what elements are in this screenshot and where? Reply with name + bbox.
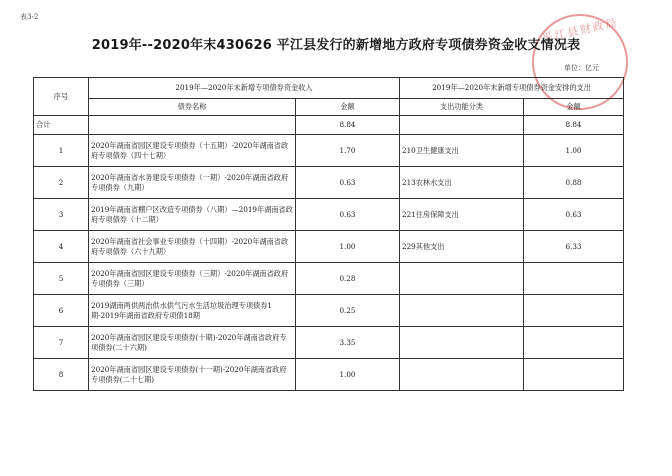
row-function-class: 221住房保障支出 xyxy=(400,199,524,231)
header-row-group xyxy=(34,78,624,99)
total-amount-expense: 8.84 xyxy=(524,116,624,135)
row-function-class: 210卫生健康支出 xyxy=(400,135,524,167)
row-seq: 7 xyxy=(34,327,89,359)
header-amount-income: 金额 xyxy=(296,99,400,116)
header-amount-expense: 金额 xyxy=(524,99,624,116)
table-row xyxy=(34,263,624,295)
row-seq: 4 xyxy=(34,231,89,263)
row-amount-expense xyxy=(524,359,624,391)
row-amount-expense: 0.88 xyxy=(524,167,624,199)
table-row xyxy=(34,167,624,199)
header-expense-group: 2019年—2020年末新增专项债券资金安排的支出 xyxy=(400,78,624,99)
total-func-cell xyxy=(400,116,524,135)
row-amount-income: 1.00 xyxy=(296,231,400,263)
row-amount-income: 1.00 xyxy=(296,359,400,391)
row-function-class xyxy=(400,263,524,295)
row-function-class xyxy=(400,295,524,327)
row-bond-name: 2019湖南两供两治供水供气污水生活垃圾治理专项债券1期-2019年湖南省政府专项债18期 xyxy=(89,295,296,327)
header-row-columns xyxy=(34,99,624,116)
total-row xyxy=(34,116,624,135)
row-amount-income: 0.63 xyxy=(296,199,400,231)
row-amount-income: 1.70 xyxy=(296,135,400,167)
row-function-class xyxy=(400,359,524,391)
row-bond-name: 2020年湖南省水务建设专项债券（一期）-2020年湖南省政府专项债券（九期） xyxy=(89,167,296,199)
bond-fund-table xyxy=(33,77,624,391)
row-amount-income: 0.25 xyxy=(296,295,400,327)
row-seq: 6 xyxy=(34,295,89,327)
row-function-class: 229其他支出 xyxy=(400,231,524,263)
table-row xyxy=(34,199,624,231)
row-amount-income: 3.35 xyxy=(296,327,400,359)
row-amount-expense: 0.63 xyxy=(524,199,624,231)
row-bond-name: 2020年湖南省园区建设专项债券（三期）-2020年湖南省政府专项债券（三期） xyxy=(89,263,296,295)
table-row xyxy=(34,135,624,167)
table-row xyxy=(34,231,624,263)
row-bond-name: 2020年湖南省园区建设专项债券（十五期）-2020年湖南省政府专项债券（四十七期） xyxy=(89,135,296,167)
row-amount-income: 0.63 xyxy=(296,167,400,199)
row-bond-name: 2020年湖南省社会事业专项债券（十四期）-2020年湖南省政府专项债券（六十九期） xyxy=(89,231,296,263)
total-amount-income: 8.84 xyxy=(296,116,400,135)
table-row xyxy=(34,359,624,391)
row-seq: 8 xyxy=(34,359,89,391)
total-label: 合计 xyxy=(34,116,89,135)
row-seq: 1 xyxy=(34,135,89,167)
row-seq: 2 xyxy=(34,167,89,199)
unit-label: 单位：亿元 xyxy=(564,64,599,72)
row-bond-name: 2020年湖南省园区建设专项债券(十期)-2020年湖南省政府专项债券(二十六期) xyxy=(89,327,296,359)
row-amount-expense: 6.33 xyxy=(524,231,624,263)
table-number-tag: 表3-2 xyxy=(20,13,39,21)
row-amount-expense: 1.00 xyxy=(524,135,624,167)
seal-text: 平江县财政局 xyxy=(540,16,620,45)
header-seq: 序号 xyxy=(34,78,89,116)
row-amount-expense xyxy=(524,327,624,359)
table-row xyxy=(34,327,624,359)
row-function-class: 213农林水支出 xyxy=(400,167,524,199)
header-income-group: 2019年—2020年末新增专项债券资金收入 xyxy=(89,78,400,99)
row-amount-expense xyxy=(524,295,624,327)
row-bond-name: 2019年湖南省棚户区改造专项债券（八期）—2019年湖南省政府专项债券（十二期） xyxy=(89,199,296,231)
header-function-class: 支出功能分类 xyxy=(400,99,524,116)
row-bond-name: 2020年湖南省园区建设专项债券(十一期)-2020年湖南省政府专项债券(二十七期) xyxy=(89,359,296,391)
row-amount-expense xyxy=(524,263,624,295)
header-bond-name: 债券名称 xyxy=(89,99,296,116)
page-title: 2019年--2020年末430626 平江县发行的新增地方政府专项债券资金收支情况表 xyxy=(91,38,581,53)
total-name-cell xyxy=(89,116,296,135)
row-seq: 5 xyxy=(34,263,89,295)
table-row xyxy=(34,295,624,327)
row-amount-income: 0.28 xyxy=(296,263,400,295)
row-seq: 3 xyxy=(34,199,89,231)
row-function-class xyxy=(400,327,524,359)
